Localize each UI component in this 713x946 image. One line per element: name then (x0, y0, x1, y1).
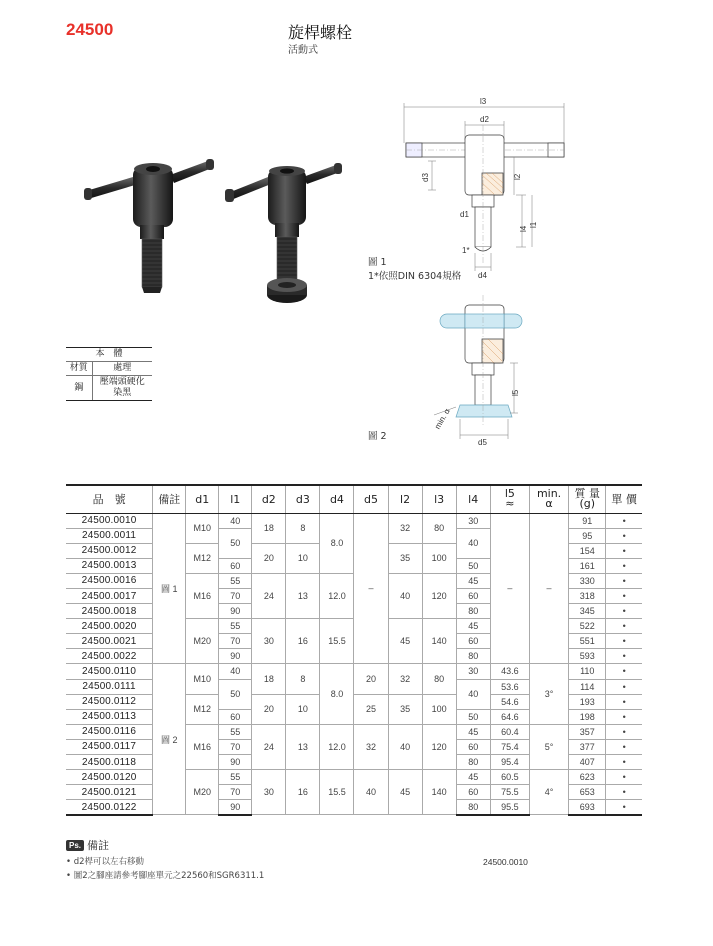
d3-cell: 13 (286, 573, 320, 618)
l4-cell: 40 (456, 528, 490, 558)
l2-cell: 40 (388, 573, 422, 618)
page-title: 旋桿螺栓 (288, 23, 353, 42)
l3-cell: 100 (422, 543, 456, 573)
unit-cell: • (606, 739, 642, 754)
dim-d1: d1 (460, 210, 469, 219)
l1-cell: 70 (219, 588, 252, 603)
l4-cell: 40 (456, 679, 490, 709)
l1-cell: 60 (219, 709, 252, 724)
d4-cell: 8.0 (320, 513, 354, 573)
part-number: 24500.0110 (66, 664, 153, 679)
l1-cell: 50 (219, 679, 252, 709)
l4-cell: 80 (456, 604, 490, 619)
mass-cell: 161 (569, 558, 606, 573)
l3-cell: 80 (422, 664, 456, 694)
unit-cell: • (606, 604, 642, 619)
notes-title: 備註 (87, 839, 110, 852)
th-remark: 備註 (153, 485, 186, 513)
product-photo (78, 155, 368, 310)
l5-cell: 53.6 (490, 679, 529, 694)
l1-cell: 70 (219, 739, 252, 754)
d1-cell: M12 (186, 543, 219, 573)
notes-heading (66, 837, 109, 853)
l5-cell: 95.5 (490, 800, 529, 815)
l1-cell: 70 (219, 634, 252, 649)
table-row (66, 664, 642, 679)
l4-cell: 80 (456, 800, 490, 815)
l3-cell: 120 (422, 573, 456, 618)
d2-cell: 24 (252, 724, 286, 769)
product-code: 24500 (66, 20, 114, 39)
mass-cell: 693 (569, 800, 606, 815)
spec-table (66, 484, 642, 816)
material-col1-header: 材質 (66, 362, 92, 376)
l5-cell: 60.4 (490, 724, 529, 739)
mass-cell: 330 (569, 573, 606, 588)
l3-cell: 140 (422, 619, 456, 664)
d5-cell: 40 (354, 770, 388, 815)
unit-cell: • (606, 619, 642, 634)
part-number: 24500.0116 (66, 724, 153, 739)
dim-l3: l3 (480, 97, 487, 106)
l1-cell: 40 (219, 513, 252, 528)
mass-cell: 357 (569, 724, 606, 739)
mass-cell: 551 (569, 634, 606, 649)
part-number: 24500.0020 (66, 619, 153, 634)
th-l5-approx: ≈ (505, 497, 515, 511)
mass-cell: 198 (569, 709, 606, 724)
d4-cell: 15.5 (320, 619, 354, 664)
l5-cell: 75.5 (490, 785, 529, 800)
th-d4: d4 (320, 485, 354, 513)
l4-cell: 60 (456, 634, 490, 649)
d2-cell: 24 (252, 573, 286, 618)
l3-cell: 80 (422, 513, 456, 543)
l1-cell: 55 (219, 724, 252, 739)
part-number: 24500.0013 (66, 558, 153, 573)
d1-cell: M10 (186, 513, 219, 543)
dim-l2: l2 (513, 173, 522, 180)
d5-cell: 32 (354, 724, 388, 769)
d2-cell: 18 (252, 513, 286, 543)
figure-1-note: 1*依照DIN 6304規格 (368, 271, 462, 282)
th-mass-unit: (g) (579, 497, 596, 511)
th-alpha-label: α (545, 497, 553, 511)
dim-d2: d2 (480, 115, 489, 124)
l1-cell: 40 (219, 664, 252, 679)
unit-cell: • (606, 755, 642, 770)
d2-cell: 20 (252, 543, 286, 573)
unit-cell: • (606, 800, 642, 815)
d1-cell: M20 (186, 770, 219, 815)
unit-cell: • (606, 709, 642, 724)
mass-cell: 193 (569, 694, 606, 709)
part-number: 24500.0120 (66, 770, 153, 785)
th-part-no: 品 號 (66, 485, 153, 513)
part-number: 24500.0012 (66, 543, 153, 558)
material-treatment-2: 染黑 (113, 388, 132, 398)
d1-cell: M16 (186, 573, 219, 618)
d5-cell: – (354, 513, 388, 664)
mass-cell: 345 (569, 604, 606, 619)
l5-cell: 54.6 (490, 694, 529, 709)
table-row (66, 770, 642, 785)
l2-cell: 45 (388, 619, 422, 664)
unit-cell: • (606, 724, 642, 739)
th-min-label: min. (536, 487, 562, 501)
d3-cell: 8 (286, 513, 320, 543)
th-d3: d3 (286, 485, 320, 513)
mass-cell: 623 (569, 770, 606, 785)
dim-d5: d5 (478, 438, 487, 447)
unit-cell: • (606, 679, 642, 694)
unit-cell: • (606, 513, 642, 528)
dim-d3: d3 (421, 173, 430, 182)
l2-cell: 40 (388, 724, 422, 769)
l5-cell: 60.5 (490, 770, 529, 785)
l2-cell: 35 (388, 543, 422, 573)
remark-cell: 圖 1 (153, 513, 186, 664)
l1-cell: 60 (219, 558, 252, 573)
material-treatment-1: 壓端頭硬化 (99, 377, 145, 387)
unit-cell: • (606, 649, 642, 664)
l4-cell: 50 (456, 558, 490, 573)
d3-cell: 13 (286, 724, 320, 769)
d1-cell: M16 (186, 724, 219, 769)
th-mass (569, 485, 606, 513)
l1-cell: 55 (219, 619, 252, 634)
l4-cell: 45 (456, 573, 490, 588)
l1-cell: 90 (219, 604, 252, 619)
th-unit: 單 價 (606, 485, 642, 513)
th-l5 (490, 485, 529, 513)
part-number: 24500.0017 (66, 588, 153, 603)
table-header (66, 485, 642, 513)
d2-cell: 30 (252, 770, 286, 815)
l4-cell: 45 (456, 619, 490, 634)
mass-cell: 653 (569, 785, 606, 800)
d4-cell: 12.0 (320, 573, 354, 618)
th-l5-label: l5 (504, 487, 515, 501)
l5-cell: 75.4 (490, 739, 529, 754)
l5-cell: 95.4 (490, 755, 529, 770)
mass-cell: 593 (569, 649, 606, 664)
mass-cell: 407 (569, 755, 606, 770)
figure-1-drawing (404, 103, 564, 271)
l4-cell: 80 (456, 755, 490, 770)
d2-cell: 30 (252, 619, 286, 664)
th-l3: l3 (422, 485, 456, 513)
d2-cell: 20 (252, 694, 286, 724)
l1-cell: 90 (219, 649, 252, 664)
th-d1: d1 (186, 485, 219, 513)
mass-cell: 377 (569, 739, 606, 754)
l3-cell: 140 (422, 770, 456, 815)
unit-cell: • (606, 634, 642, 649)
unit-cell: • (606, 664, 642, 679)
part-number: 24500.0113 (66, 709, 153, 724)
l5-cell: 64.6 (490, 709, 529, 724)
l2-cell: 32 (388, 513, 422, 543)
d4-cell: 15.5 (320, 770, 354, 815)
remark-cell: 圖 2 (153, 664, 186, 815)
part-number: 24500.0016 (66, 573, 153, 588)
order-example: 24500.0010 (483, 857, 528, 867)
l4-cell: 80 (456, 649, 490, 664)
th-l4: l4 (456, 485, 490, 513)
l5-cell: – (490, 513, 529, 664)
part-number: 24500.0117 (66, 739, 153, 754)
material-col2-value (92, 376, 152, 401)
l4-cell: 60 (456, 739, 490, 754)
part-number: 24500.0011 (66, 528, 153, 543)
d4-cell: 12.0 (320, 724, 354, 769)
l2-cell: 35 (388, 694, 422, 724)
l5-cell: 43.6 (490, 664, 529, 679)
part-number: 24500.0121 (66, 785, 153, 800)
l4-cell: 30 (456, 513, 490, 528)
material-table (66, 347, 152, 401)
d3-cell: 8 (286, 664, 320, 694)
l1-cell: 90 (219, 800, 252, 815)
dim-l1: l1 (529, 221, 538, 228)
d5-cell: 20 (354, 664, 388, 694)
unit-cell: • (606, 543, 642, 558)
ps-badge: Ps. (66, 840, 84, 851)
l1-cell: 55 (219, 573, 252, 588)
d1-cell: M20 (186, 619, 219, 664)
mass-cell: 110 (569, 664, 606, 679)
l1-cell: 55 (219, 770, 252, 785)
mass-cell: 154 (569, 543, 606, 558)
th-l2: l2 (388, 485, 422, 513)
dim-l5: l5 (511, 389, 520, 396)
d1-cell: M12 (186, 694, 219, 724)
note-item-1: • d2桿可以左右移動 (66, 857, 145, 867)
mass-cell: 318 (569, 588, 606, 603)
table-row (66, 724, 642, 739)
l2-cell: 45 (388, 770, 422, 815)
part-number: 24500.0010 (66, 513, 153, 528)
th-d2: d2 (252, 485, 286, 513)
d4-cell: 8.0 (320, 664, 354, 724)
unit-cell: • (606, 694, 642, 709)
l4-cell: 45 (456, 770, 490, 785)
l4-cell: 30 (456, 664, 490, 679)
mass-cell: 114 (569, 679, 606, 694)
l1-cell: 90 (219, 755, 252, 770)
material-heading: 本 體 (66, 348, 152, 362)
bolt-photo-1 (84, 159, 214, 293)
dim-min-alpha: min. α (433, 407, 452, 431)
mass-cell: 95 (569, 528, 606, 543)
part-number: 24500.0122 (66, 800, 153, 815)
d1-cell: M10 (186, 664, 219, 694)
th-l1: l1 (219, 485, 252, 513)
d5-cell: 25 (354, 694, 388, 724)
d3-cell: 10 (286, 694, 320, 724)
unit-cell: • (606, 573, 642, 588)
unit-cell: • (606, 785, 642, 800)
page-subtitle: 活動式 (288, 45, 318, 56)
material-col1-value: 鋼 (66, 376, 92, 401)
unit-cell: • (606, 558, 642, 573)
unit-cell: • (606, 588, 642, 603)
part-number: 24500.0018 (66, 604, 153, 619)
th-min-alpha (529, 485, 568, 513)
part-number: 24500.0118 (66, 755, 153, 770)
l4-cell: 50 (456, 709, 490, 724)
note-item-2: • 圖2之腳座請參考腳座單元之22560和SGR6311.1 (66, 871, 265, 881)
part-number: 24500.0111 (66, 679, 153, 694)
alpha-cell: 3° (529, 664, 568, 724)
alpha-cell: – (529, 513, 568, 664)
d3-cell: 16 (286, 770, 320, 815)
dim-l4: l4 (519, 225, 528, 232)
l3-cell: 100 (422, 694, 456, 724)
part-number: 24500.0021 (66, 634, 153, 649)
d3-cell: 16 (286, 619, 320, 664)
mass-cell: 522 (569, 619, 606, 634)
part-number: 24500.0022 (66, 649, 153, 664)
d2-cell: 18 (252, 664, 286, 694)
l2-cell: 32 (388, 664, 422, 694)
material-col2-header: 處理 (92, 362, 152, 376)
d3-cell: 10 (286, 543, 320, 573)
l1-cell: 50 (219, 528, 252, 558)
l1-cell: 70 (219, 785, 252, 800)
dim-d4: d4 (478, 271, 487, 280)
bolt-photo-2 (225, 163, 342, 303)
mass-cell: 91 (569, 513, 606, 528)
unit-cell: • (606, 770, 642, 785)
figure-1-caption: 圖 1 (368, 257, 387, 268)
alpha-cell: 5° (529, 724, 568, 769)
table-row (66, 513, 642, 528)
figure-2-caption: 圖 2 (368, 431, 387, 442)
alpha-cell: 4° (529, 770, 568, 815)
dim-1star: 1* (462, 246, 470, 255)
th-d5: d5 (354, 485, 388, 513)
part-number: 24500.0112 (66, 694, 153, 709)
unit-cell: • (606, 528, 642, 543)
l4-cell: 60 (456, 588, 490, 603)
l4-cell: 45 (456, 724, 490, 739)
l4-cell: 60 (456, 785, 490, 800)
th-mass-label: 質 量 (574, 487, 600, 501)
l3-cell: 120 (422, 724, 456, 769)
